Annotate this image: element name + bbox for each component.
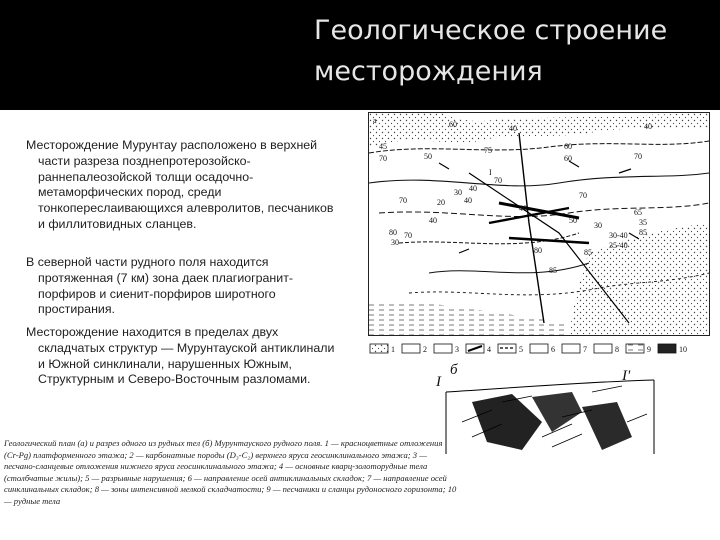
svg-text:70: 70	[399, 196, 407, 205]
svg-text:40: 40	[464, 196, 472, 205]
svg-text:50: 50	[424, 152, 432, 161]
svg-text:4: 4	[487, 345, 491, 354]
svg-text:9: 9	[647, 345, 651, 354]
svg-text:70: 70	[494, 176, 502, 185]
figure-caption: Геологический план (а) и разрез одного из рудных тел (б) Мурунтауского рудного поля. 1 — красноцветные отложения (Cr-Pg) платформенного этажа; 2 — карбонатные породы (D₃-C₂) верхнего яруса геосинклинального этажа; 3 — песчано-сланцевые отложения нижнего яруса геосинклинального этажа; 4 — основные кварц-золоторудные тела (столбчатые жилы); 5 — разрывные нарушения; 6 — направление осей антиклинальных складок; 7 — направление осей синклинальных складок; 8 — зоны интенсивной мелкой складчатости; 9 — песчаники и сланцы рудоносного горизонта; 10 — рудные тела	[4, 438, 457, 506]
cross-section-drawing	[432, 362, 720, 454]
slide-title: Геологическое строение месторождения	[314, 15, 668, 87]
svg-text:70: 70	[379, 154, 387, 163]
svg-text:40: 40	[429, 216, 437, 225]
svg-text:70: 70	[579, 191, 587, 200]
svg-text:I: I	[489, 168, 492, 177]
legend-item-2	[402, 344, 427, 354]
title-banner	[0, 0, 720, 110]
cross-section	[432, 362, 720, 454]
svg-text:50: 50	[569, 216, 577, 225]
svg-text:80: 80	[534, 246, 542, 255]
svg-text:70: 70	[634, 152, 642, 161]
paragraph-dikes: В северной части рудного поля находится протяженная (7 км) зона даек плагиогранит-порфиров и сиенит-порфиров широтного простирания.	[26, 255, 293, 317]
legend-item-7	[562, 344, 587, 354]
map-bottom-unit	[369, 302, 569, 335]
svg-text:75: 75	[484, 146, 492, 155]
svg-text:60: 60	[564, 154, 572, 163]
legend-item-1	[370, 344, 395, 354]
svg-text:60: 60	[564, 142, 572, 151]
svg-text:5: 5	[519, 345, 523, 354]
svg-text:а: а	[373, 116, 377, 125]
svg-text:2: 2	[423, 345, 427, 354]
svg-text:35-40: 35-40	[609, 241, 628, 250]
svg-text:35: 35	[639, 218, 647, 227]
legend-item-4	[466, 344, 491, 354]
legend-item-10	[658, 344, 687, 354]
svg-text:3: 3	[455, 345, 459, 354]
svg-text:45: 45	[379, 142, 387, 151]
svg-text:85: 85	[639, 228, 647, 237]
svg-text:40: 40	[644, 122, 652, 131]
map-legend	[368, 338, 713, 364]
svg-text:6: 6	[551, 345, 555, 354]
geologic-map-drawing	[369, 113, 709, 335]
map-lower-right-unit	[569, 223, 709, 335]
svg-text:60: 60	[449, 120, 457, 129]
svg-text:40: 40	[469, 184, 477, 193]
svg-text:40: 40	[519, 204, 527, 213]
legend-item-8	[594, 344, 619, 354]
svg-text:7: 7	[583, 345, 587, 354]
legend-item-6	[530, 344, 555, 354]
svg-text:30-40: 30-40	[609, 231, 628, 240]
legend-item-9	[626, 344, 651, 354]
svg-text:65: 65	[634, 208, 642, 217]
svg-text:30: 30	[594, 221, 602, 230]
svg-text:8: 8	[615, 345, 619, 354]
legend-item-5	[498, 344, 523, 354]
map-upper-unit	[369, 113, 709, 147]
svg-text:30: 30	[391, 238, 399, 247]
svg-text:70: 70	[404, 231, 412, 240]
section-right-marker: I'	[622, 368, 631, 384]
paragraph-location: Месторождение Мурунтау расположено в верхней части разреза позднепротерозойско-раннепалеозойской толщи осадочно-метаморфических пород, среди тонкопереслаивающихся алевролитов, песчаников и филлитовидных сланцев.	[26, 138, 334, 231]
svg-text:80: 80	[389, 228, 397, 237]
svg-text:30: 30	[454, 188, 462, 197]
paragraph-structures: Месторождение находится в пределах двух складчатых структур — Мурунтауской антиклинали и Южной синклинали, нарушенных Южным, Структурным и Северо-Восточным разломами.	[26, 325, 335, 387]
svg-text:85: 85	[584, 248, 592, 257]
legend-item-3	[434, 344, 459, 354]
svg-text:10: 10	[679, 345, 687, 354]
section-label: б	[450, 362, 458, 378]
svg-text:1: 1	[391, 345, 395, 354]
svg-text:40: 40	[509, 124, 517, 133]
section-left-marker: I	[436, 374, 441, 390]
svg-text:85: 85	[549, 266, 557, 275]
geologic-map	[368, 112, 710, 336]
svg-text:20: 20	[437, 198, 445, 207]
